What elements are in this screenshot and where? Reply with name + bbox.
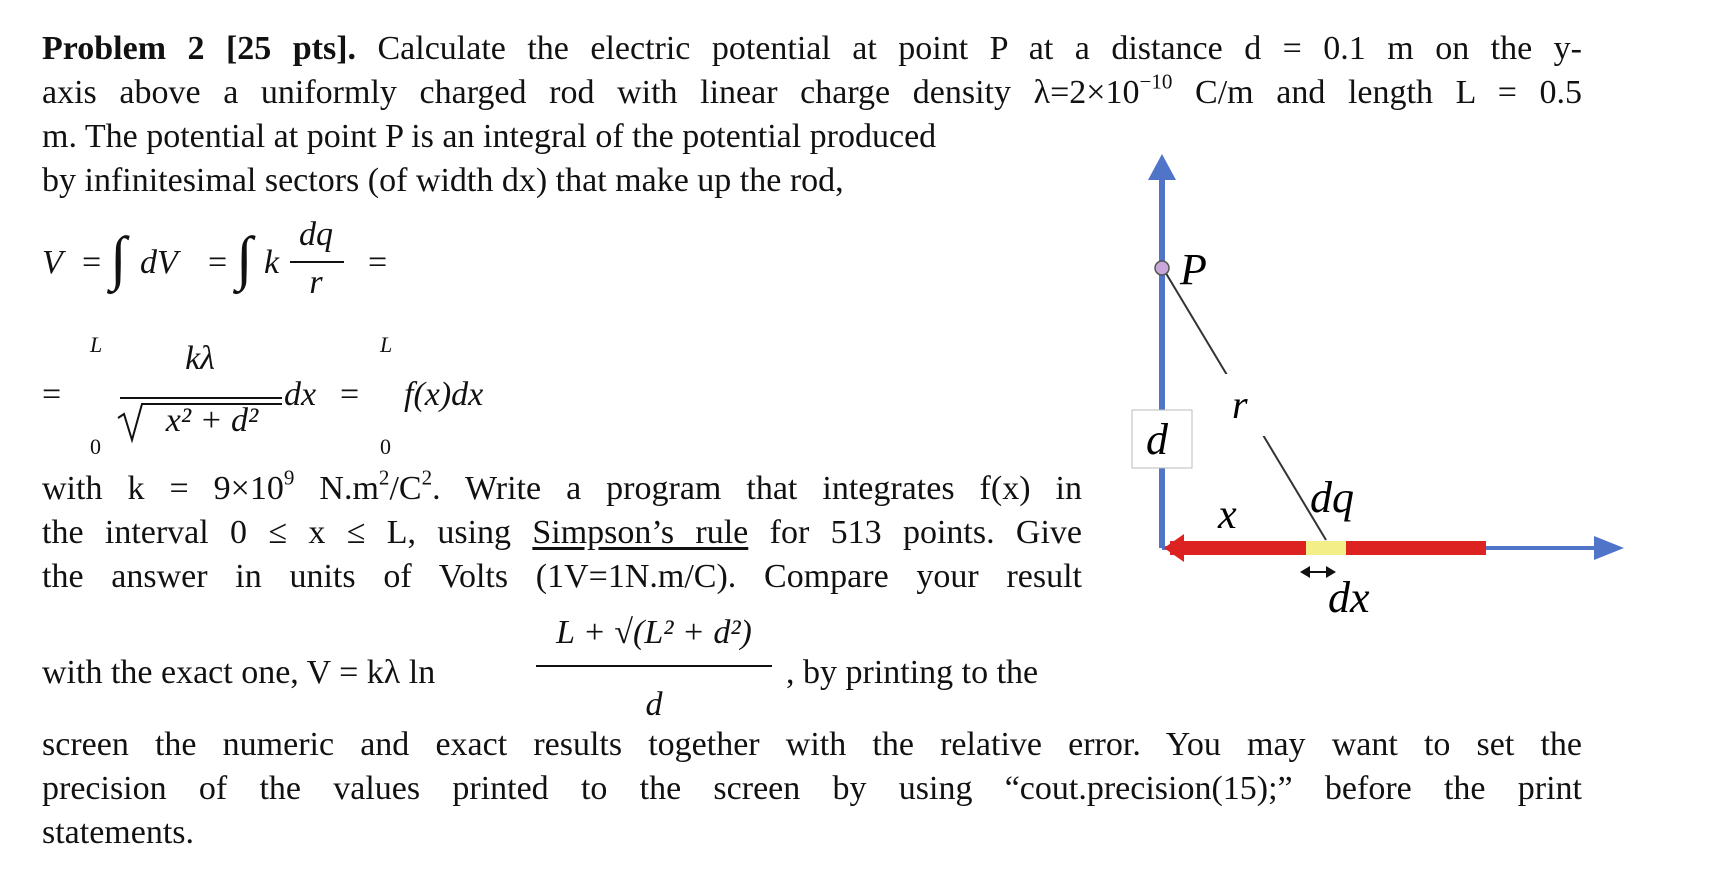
rod-left-arrowhead	[1164, 534, 1184, 562]
eq1-dV: dV	[140, 244, 178, 281]
charged-rod-left	[1170, 541, 1306, 555]
y-axis-arrowhead	[1148, 154, 1176, 180]
problem-line-7: the answer in units of Volts (1V=1N.m/C). Compare your result	[42, 558, 1082, 595]
k-exponent: 9	[283, 465, 295, 490]
problem-text-5b: N.m	[294, 470, 379, 507]
problem-line-4: by infinitesimal sectors (of width dx) that make up the rod,	[42, 162, 844, 199]
point-p	[1155, 261, 1169, 275]
eq1-equals-2: =	[208, 244, 228, 281]
eq1-equals-1: =	[82, 244, 102, 281]
label-dq: dq	[1310, 473, 1354, 522]
eq2-numerator: kλ	[185, 340, 215, 377]
problem-text-2a: axis above a uniformly charged rod with linear charge density λ=2×10	[42, 74, 1140, 111]
c-exponent: 2	[421, 465, 433, 490]
problem-line-9: screen the numeric and exact results together with the relative error. You may want to set the	[42, 726, 1582, 763]
dx-arrow-left	[1300, 566, 1310, 578]
eq2-lower-limit-1: 0	[90, 434, 101, 459]
label-x: x	[1218, 492, 1237, 538]
simpsons-rule-link[interactable]: Simpson’s rule	[532, 514, 749, 551]
problem-text-1: Calculate the electric potential at point P at a distance d = 0.1 m on the y-	[377, 30, 1582, 67]
label-p: P	[1180, 245, 1207, 294]
m-exponent: 2	[378, 465, 390, 490]
eq2-dx: dx	[284, 376, 317, 413]
problem-text-6b: for 513 points. Give	[748, 514, 1082, 551]
problem-text-8a: with the exact one, V = kλ ln	[42, 654, 436, 691]
problem-line-11: statements.	[42, 814, 195, 851]
eq1-integral-1: ∫	[110, 225, 127, 291]
eq2-upper-limit-2: L	[380, 332, 393, 357]
eq1-integral-2: ∫	[236, 225, 253, 291]
eq1-V: V	[42, 244, 63, 281]
exact-denominator: d	[645, 686, 663, 723]
problem-line-3: m. The potential at point P is an integral of the potential produced	[42, 118, 937, 155]
problem-text-8b: , by printing to the	[786, 654, 1039, 691]
problem-line-10: precision of the values printed to the screen by using “cout.precision(15);” before the print	[42, 770, 1582, 807]
x-axis-arrowhead	[1594, 536, 1624, 560]
problem-text-2b: C/m and length L = 0.5	[1172, 74, 1582, 111]
label-dx: dx	[1328, 573, 1370, 622]
eq2-lower-limit-2: 0	[380, 434, 391, 459]
problem-text-6a: the interval 0 ≤ x ≤ L, using	[42, 514, 533, 551]
charged-rod-right	[1346, 541, 1486, 555]
label-d: d	[1146, 415, 1168, 464]
problem-text-5d: . Write a program that integrates f(x) in	[432, 470, 1082, 507]
eq1-denominator: r	[309, 264, 323, 301]
eq2-denominator: x² + d²	[165, 402, 259, 439]
problem-text-5a: with k = 9×10	[42, 470, 284, 507]
lambda-exponent: −10	[1139, 69, 1173, 94]
label-r: r	[1232, 382, 1248, 427]
problem-title: Problem 2 [25 pts].	[42, 30, 357, 67]
eq2-fx: f(x)dx	[404, 376, 484, 413]
problem-text-5c: /C	[389, 470, 422, 507]
eq1-numerator: dq	[299, 216, 333, 253]
eq1-equals-3: =	[368, 244, 388, 281]
eq2-equals-1: =	[42, 376, 62, 413]
rod-segment-dx	[1306, 541, 1346, 555]
eq2-equals-2: =	[340, 376, 360, 413]
exact-numerator: L + √(L² + d²)	[556, 614, 752, 651]
eq2-upper-limit-1: L	[90, 332, 103, 357]
eq1-k: k	[264, 244, 280, 281]
